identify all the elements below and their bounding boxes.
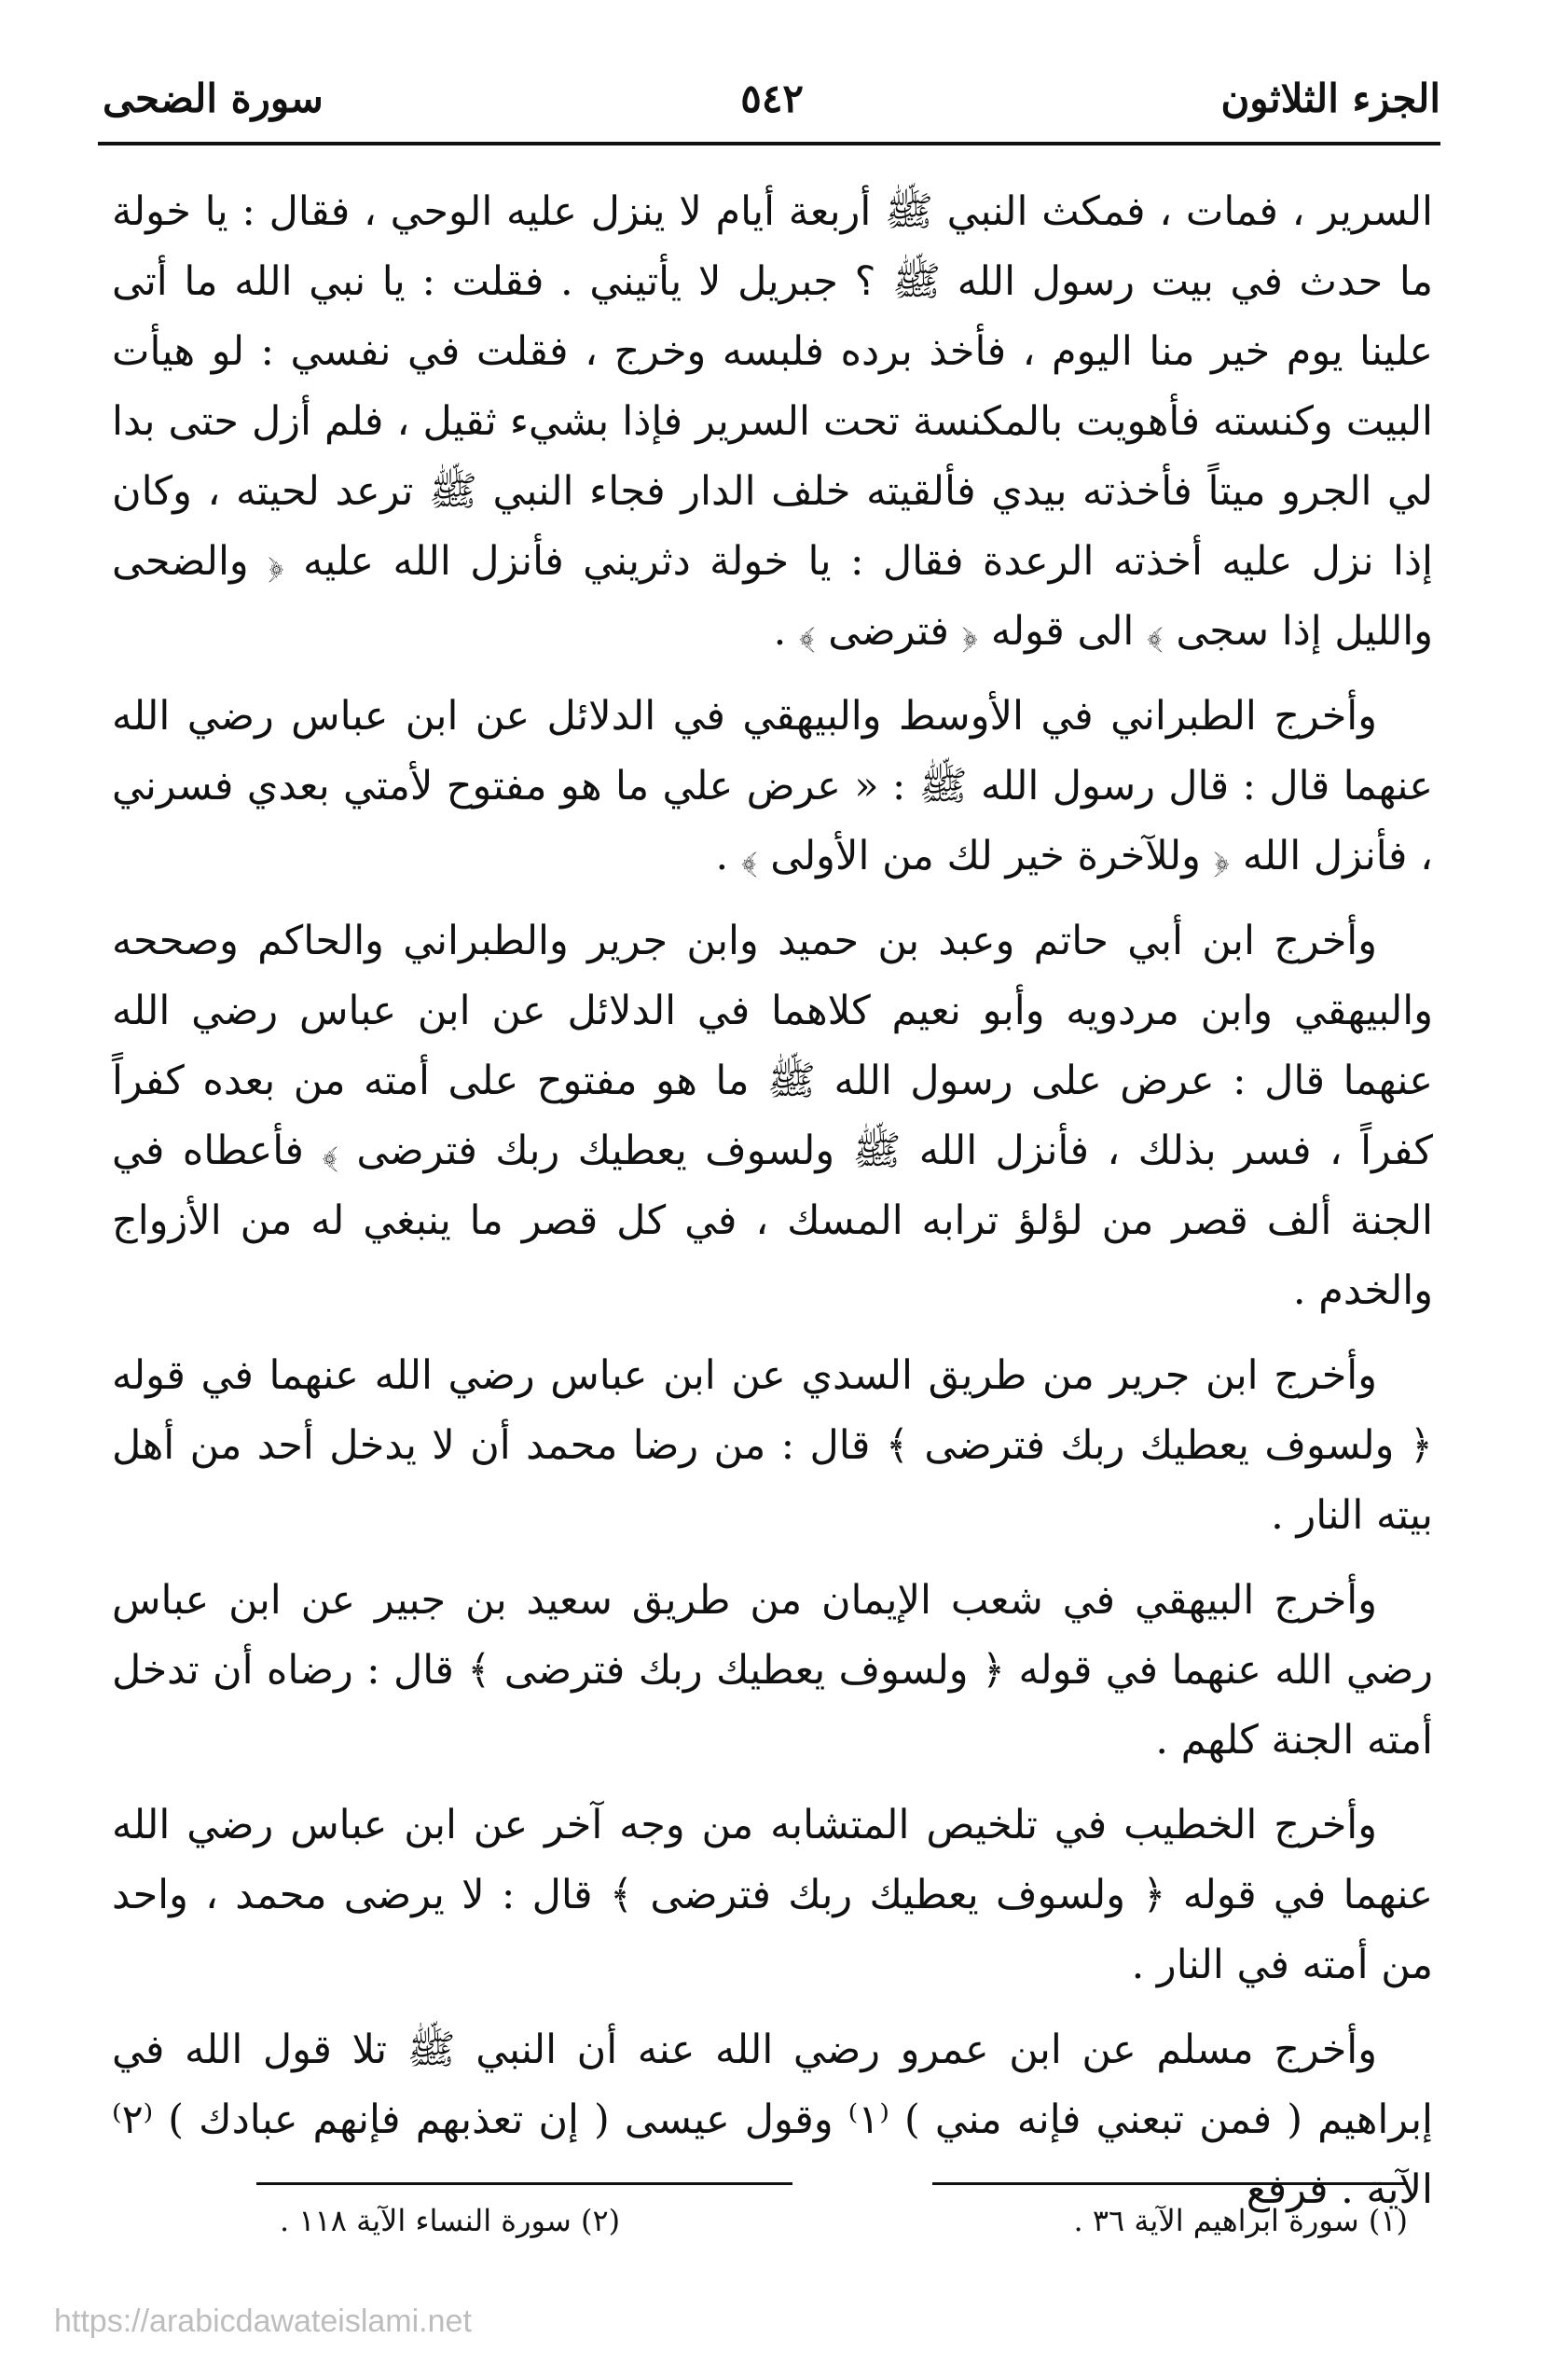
watermark-url: https://arabicdawateislami.net [54, 2304, 472, 2339]
paragraph: وأخرج الخطيب في تلخيص المتشابه من وجه آخر عن ابن عباس رضي الله عنهما في قوله ﴿ ولسوف يعطيك ربك فترضى ﴾ قال : لا يرضى محمد ، واحد من أمته في النار . [112, 1802, 1433, 1988]
page-header [103, 56, 1440, 140]
page-number: ٥٤٢ [740, 75, 804, 121]
footnote-2: (٢) سورة النساء الآية ١١٨ . [280, 2203, 621, 2238]
paragraph: وأخرج ابن أبي حاتم وعبد بن حميد وابن جرير والطبراني والحاكم وصححه والبيهقي وابن مردويه وأبو نعيم كلاهما في الدلائل عن ابن عباس رضي الله عنهما قال : عرض على رسول الله ﷺ ما هو مفتوح على أمته من بعده كفراً كفراً ، فسر بذلك ، فأنزل الله ﷺ ولسوف يعطيك ربك فترضى ﴾ فأعطاه في الجنة ألف قصر من لؤلؤ ترابه المسك ، في كل قصر ما ينبغي له من الأزواج والخدم . [112, 918, 1433, 1314]
paragraph: السرير ، فمات ، فمكث النبي ﷺ أربعة أيام لا ينزل عليه الوحي ، فقال : يا خولة ما حدث في بيت رسول الله ﷺ ؟ جبريل لا يأتيني . فقلت : يا نبي الله ما أتى علينا يوم خير منا اليوم ، فأخذ برده فلبسه وخرج ، فقلت في نفسي : لو هيأت البيت وكنسته فأهويت بالمكنسة تحت السرير فإذا بشيء ثقيل ، فلم أزل حتى بدا لي الجرو ميتاً فأخذته بيدي فألقيته خلف الدار فجاء النبي ﷺ ترعد لحيته ، وكان إذا نزل عليه أخذته الرعدة فقال : يا خولة دثريني فأنزل الله عليه ﴿ والضحى والليل إذا سجى ﴾ الى قوله ﴿ فترضى ﴾ . [112, 188, 1433, 655]
footnotes [280, 2203, 1408, 2238]
paragraph: وأخرج مسلم عن ابن عمرو رضي الله عنه أن النبي ﷺ تلا قول الله في إبراهيم ( فمن تبعني فإنه مني ) ⁽١⁾ وقول عيسى ( إن تعذبهم فإنهم عبادك ) ⁽٢⁾ الآية . فرفع [112, 2027, 1433, 2213]
footnote-rule [932, 2182, 1408, 2185]
part-title: الجزء الثلاثون [1220, 75, 1440, 121]
header-rule [98, 142, 1440, 145]
footnote-rule [256, 2182, 792, 2185]
paragraph: وأخرج البيهقي في شعب الإيمان من طريق سعيد بن جبير عن ابن عباس رضي الله عنهما في قوله ﴿ ولسوف يعطيك ربك فترضى ﴾ قال : رضاه أن تدخل أمته الجنة كلهم . [112, 1577, 1433, 1764]
paragraph: وأخرج ابن جرير من طريق السدي عن ابن عباس رضي الله عنهما في قوله ﴿ ولسوف يعطيك ربك فترضى ﴾ قال : من رضا محمد أن لا يدخل أحد من أهل بيته النار . [112, 1352, 1433, 1539]
footnote-1: (١) سورة ابراهيم الآية ٣٦ . [1073, 2203, 1408, 2238]
paragraph: وأخرج الطبراني في الأوسط والبيهقي في الدلائل عن ابن عباس رضي الله عنهما قال : قال رسول الله ﷺ : « عرض علي ما هو مفتوح لأمتي بعدي فسرني ، فأنزل الله ﴿ وللآخرة خير لك من الأولى ﴾ . [112, 693, 1433, 879]
main-text [112, 177, 1433, 2240]
surah-title: سورة الضحى [103, 75, 324, 121]
